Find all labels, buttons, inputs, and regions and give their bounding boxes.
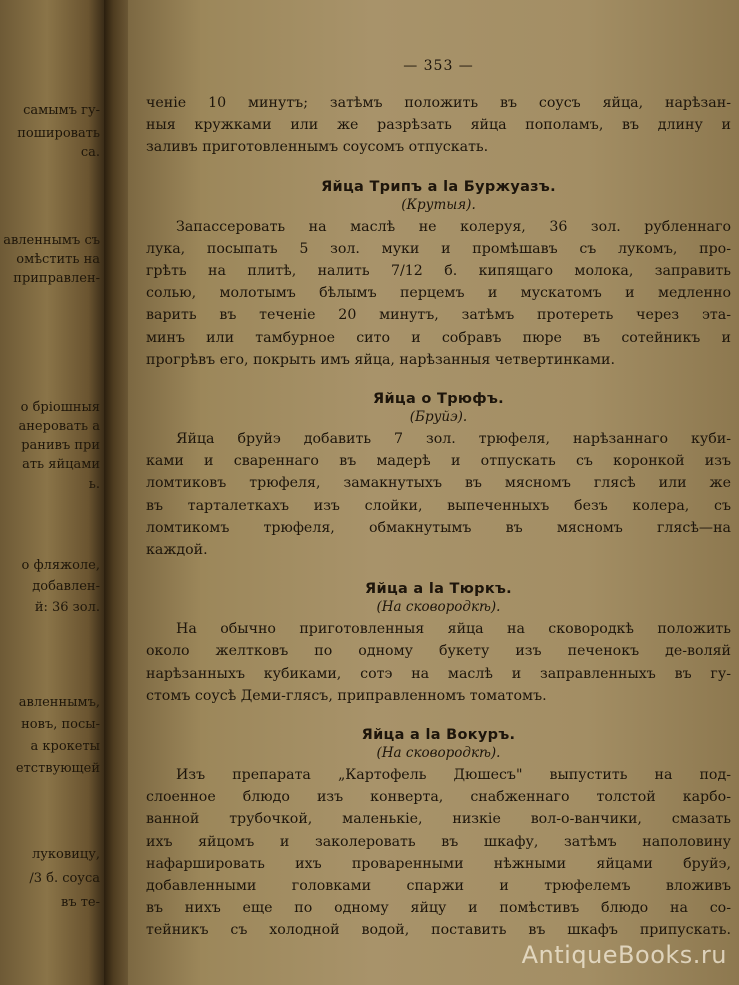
recipe-title: Яйца а la Вокуръ. [361,727,516,744]
text-line: На обычно приготовленныя яйца на сковородкѣ положить [176,621,731,638]
text-line: варить въ теченіе 20 минутъ, затѣмъ протереть через эта- [146,307,731,324]
left-page-fragment: добавлен- [32,579,100,594]
left-page [0,0,104,985]
text-line: солью, молотымъ бѣлымъ перцемъ и мускатомъ и медленно [146,285,731,302]
text-line: заливъ приготовленнымъ соусомъ отпускать. [146,139,489,156]
text-line: Изъ препарата „Картофель Дюшесъ" выпустить на под- [176,767,731,784]
left-page-fragment: въ те- [61,895,100,910]
left-page-fragment: луковицу, [32,847,100,862]
left-page-fragment: /3 б. соуса [29,871,100,886]
recipe-subtitle: (Крутыя). [401,196,476,213]
recipe-title: Яйца Трипъ a la Буржуазъ. [321,178,556,195]
left-page-fragment: анеровать а [18,419,100,434]
text-line: ками и свареннаго въ мадерѣ и отпускать съ коронкой изъ [146,453,731,470]
left-page-fragment: ать яйцами [22,457,100,472]
left-page-fragment: новъ, посы- [21,717,100,732]
left-page-fragment: самымъ гу- [23,103,100,118]
left-page-fragment: етствующей [15,761,100,776]
site-watermark: AntiqueBooks.ru [521,941,727,969]
text-line: въ тарталеткахъ изъ слойки, выпеченныхъ безъ колера, съ [146,497,731,514]
text-line: нарѣзанныхъ кубиками, сотэ на маслѣ и заправленныхъ въ гу- [146,665,731,682]
text-line: тейникъ съ холодной водой, поставить въ шкафъ припускать. [146,922,731,939]
text-line: Яйца бруйэ добавить 7 зол. трюфеля, нарѣзаннаго куби- [176,431,731,448]
text-line: нафаршировать ихъ проваренными нѣжными яйцами бруйэ, [146,855,731,872]
recipe-title: Яйца о Трюфъ. [373,391,504,408]
left-page-fragment: пошировать [17,126,100,141]
recipe-subtitle: (На сковородкѣ). [376,599,501,616]
text-line: около желтковъ по одному букету изъ печенокъ де-воляй [146,643,731,660]
recipe-body [146,428,731,561]
left-page-fragment: й: 36 зол. [34,600,100,615]
text-line: каждой. [146,542,208,559]
recipe-body [146,618,731,707]
text-line: ныя кружками или же разрѣзать яйца пополамъ, въ длину и [146,117,731,134]
text-line: стомъ соусѣ Деми-глясъ, приправленномъ томатомъ. [146,687,547,704]
text-line: ихъ яйцомъ и заколеровать въ шкафу, затѣмъ наполовину [146,833,731,850]
page-content [146,58,731,942]
text-line: ченіе 10 минутъ; затѣмъ положить въ соусъ яйца, нарѣзан- [146,95,731,111]
text-line: минъ или тамбурное сито и собравъ пюре въ сотейникъ и [146,329,731,346]
text-line: ломтикомъ трюфеля, обмакнутымъ въ мясномъ глясѣ—на [146,519,731,536]
recipe-subtitle: (На сковородкѣ). [376,745,501,762]
left-page-fragment: ь. [88,477,100,492]
left-page-fragment: омѣстить на [16,252,100,267]
left-page-fragment: са. [80,145,100,160]
left-page-fragment: о бріошныя [20,400,100,415]
text-line: слоенное блюдо изъ конверта, снабженнаго толстой карбо- [146,789,731,806]
left-page-fragment: авленнымъ съ [3,233,100,248]
intro-paragraph [146,92,731,159]
page-number: — 353 — [403,58,474,74]
text-line: лука, посыпать 5 зол. муки и промѣшавъ съ лукомъ, про- [146,240,731,257]
right-page [128,0,739,985]
text-line: прогрѣвъ его, покрыть имъ яйца, нарѣзанныя четвертинками. [146,351,616,368]
text-line: добавленными головками спаржи и трюфелемъ вложивъ [146,878,731,895]
recipe-body [146,764,731,942]
left-page-fragment: ранивъ при [21,438,100,453]
text-line: ванной трубочкой, маленькіе, низкіе вол-о-ванчики, смазать [146,811,731,828]
text-line: грѣть на плитѣ, налить 7/12 б. кипящаго молока, заправить [146,263,731,280]
recipe-subtitle: (Бруйэ). [409,409,468,426]
left-page-fragment: приправлен- [13,271,100,286]
left-page-fragment: а крокеты [30,739,100,754]
text-line: Запассеровать на маслѣ не колеруя, 36 зол. рубленнаго [176,218,731,235]
left-page-fragment: о фляжоле, [21,558,100,573]
recipe-title: Яйца а la Тюркъ. [365,581,512,598]
text-line: въ нихъ еще по одному яйцу и помѣстивъ блюдо на со- [146,900,731,917]
recipe-body [146,216,731,371]
left-page-fragment: авленнымъ, [18,695,100,710]
text-line: ломтиковъ трюфеля, замакнутыхъ въ мясномъ глясѣ или же [146,475,731,492]
